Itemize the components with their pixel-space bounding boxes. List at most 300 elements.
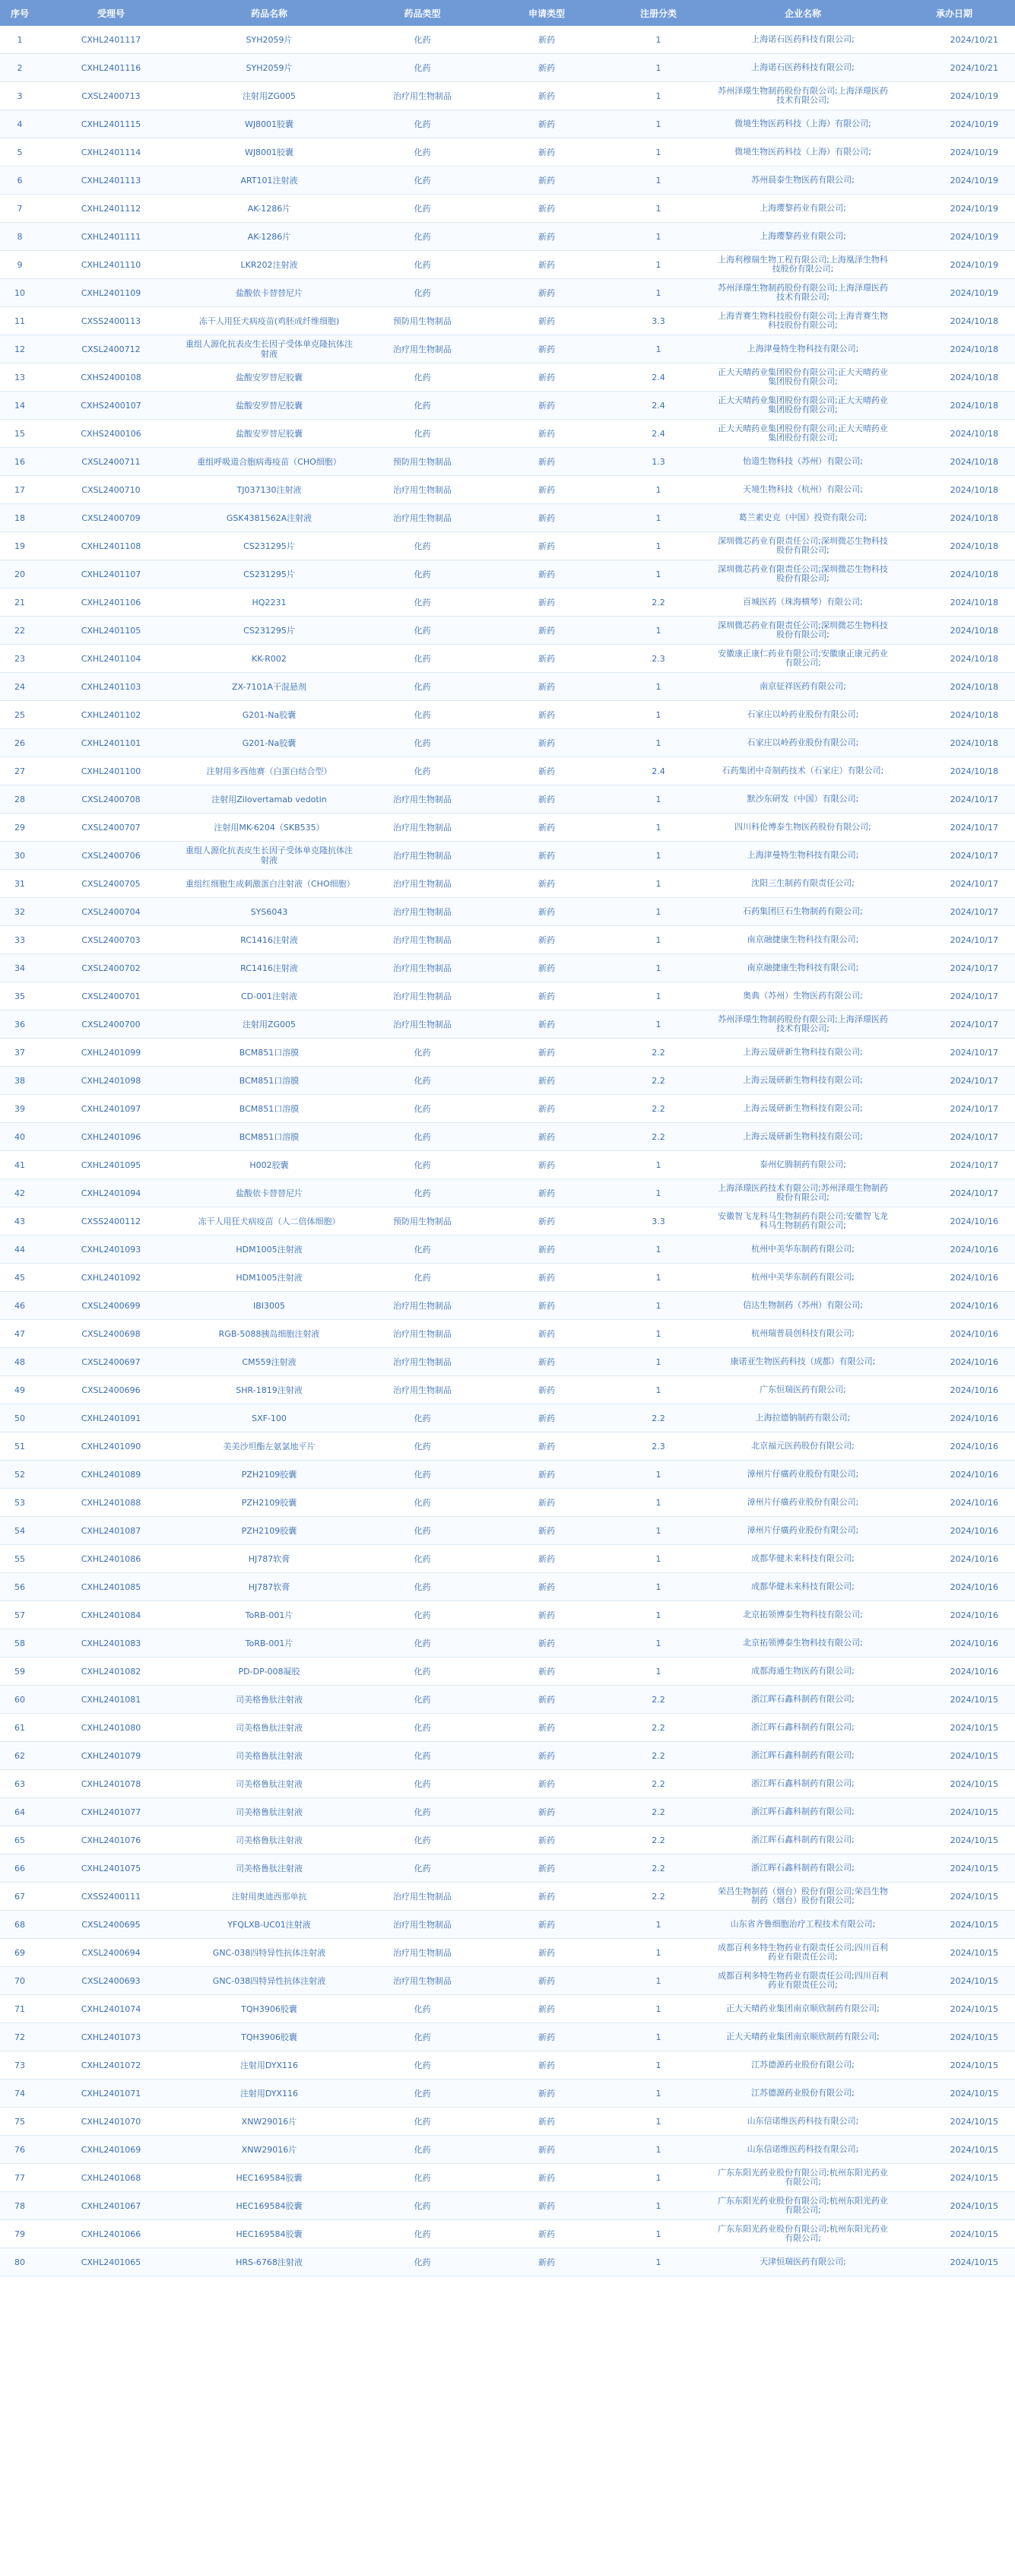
header-undertake-date[interactable]: 承办日期 xyxy=(893,0,1015,26)
table-row[interactable] xyxy=(0,532,1015,560)
table-row[interactable] xyxy=(0,1995,1015,2023)
table-row[interactable] xyxy=(0,1010,1015,1039)
table-row[interactable] xyxy=(0,1432,1015,1461)
table-row[interactable] xyxy=(0,2108,1015,2136)
table-row[interactable] xyxy=(0,1601,1015,1629)
table-row[interactable] xyxy=(0,673,1015,701)
cell-drug-name[interactable]: 注射用DYX116 xyxy=(182,2051,356,2080)
header-drug-name[interactable]: 药品名称 xyxy=(182,0,356,26)
cell-acceptance-number[interactable]: CXHL2401072 xyxy=(40,2051,182,2080)
cell-company-name[interactable]: 苏州泽璟生物制药股份有限公司;上海泽璟医药技术有限公司; xyxy=(712,1010,893,1039)
cell-acceptance-number[interactable]: CXSL2400703 xyxy=(40,926,182,954)
cell-drug-name[interactable]: PZH2109胶囊 xyxy=(182,1461,356,1489)
cell-company-name[interactable]: 南京融捷康生物科技有限公司; xyxy=(712,926,893,954)
cell-drug-name[interactable]: 注射用ZG005 xyxy=(182,1010,356,1039)
cell-acceptance-number[interactable]: CXHL2401088 xyxy=(40,1489,182,1517)
cell-company-name[interactable]: 成都华健未来科技有限公司; xyxy=(712,1573,893,1601)
cell-acceptance-number[interactable]: CXHL2401104 xyxy=(40,645,182,673)
cell-company-name[interactable]: 浙江晖石鑫科制药有限公司; xyxy=(712,1742,893,1770)
table-row[interactable] xyxy=(0,82,1015,110)
cell-company-name[interactable]: 正大天晴药业集团南京顺欣制药有限公司; xyxy=(712,2023,893,2051)
table-row[interactable] xyxy=(0,1489,1015,1517)
cell-acceptance-number[interactable]: CXSL2400710 xyxy=(40,476,182,504)
table-row[interactable] xyxy=(0,1207,1015,1236)
cell-company-name[interactable]: 四川科伦博泰生物医药股份有限公司; xyxy=(712,814,893,842)
cell-acceptance-number[interactable]: CXHS2400107 xyxy=(40,392,182,420)
cell-company-name[interactable]: 南京征祥医药有限公司; xyxy=(712,673,893,701)
cell-drug-name[interactable]: 司美格鲁肽注射液 xyxy=(182,1798,356,1826)
table-row[interactable] xyxy=(0,982,1015,1010)
cell-drug-name[interactable]: HQ2231 xyxy=(182,588,356,617)
cell-company-name[interactable]: 成都海通生物医药有限公司; xyxy=(712,1658,893,1686)
cell-drug-name[interactable]: GNC-038四特异性抗体注射液 xyxy=(182,1939,356,1967)
cell-drug-name[interactable]: HEC169584胶囊 xyxy=(182,2164,356,2192)
cell-drug-name[interactable]: 盐酸安罗替尼胶囊 xyxy=(182,363,356,392)
cell-acceptance-number[interactable]: CXSL2400696 xyxy=(40,1376,182,1404)
cell-drug-name[interactable]: 司美格鲁肽注射液 xyxy=(182,1742,356,1770)
cell-drug-name[interactable]: BCM851口溶膜 xyxy=(182,1067,356,1095)
cell-company-name[interactable]: 微境生物医药科技（上海）有限公司; xyxy=(712,110,893,138)
cell-drug-name[interactable]: 注射用Zilovertamab vedotin xyxy=(182,785,356,814)
table-row[interactable] xyxy=(0,617,1015,645)
cell-drug-name[interactable]: BCM851口溶膜 xyxy=(182,1123,356,1151)
cell-drug-name[interactable]: SYH2059片 xyxy=(182,54,356,82)
cell-company-name[interactable]: 怡道生物科技（苏州）有限公司; xyxy=(712,448,893,476)
cell-company-name[interactable]: 泰州亿腾制药有限公司; xyxy=(712,1151,893,1179)
table-row[interactable] xyxy=(0,363,1015,392)
cell-company-name[interactable]: 浙江晖石鑫科制药有限公司; xyxy=(712,1798,893,1826)
cell-acceptance-number[interactable]: CXHL2401092 xyxy=(40,1264,182,1292)
cell-acceptance-number[interactable]: CXSL2400693 xyxy=(40,1967,182,1995)
table-row[interactable] xyxy=(0,2136,1015,2164)
table-row[interactable] xyxy=(0,757,1015,785)
cell-acceptance-number[interactable]: CXSL2400709 xyxy=(40,504,182,532)
cell-company-name[interactable]: 漳州片仔癀药业股份有限公司; xyxy=(712,1489,893,1517)
cell-acceptance-number[interactable]: CXHL2401099 xyxy=(40,1039,182,1067)
cell-acceptance-number[interactable]: CXHL2401074 xyxy=(40,1995,182,2023)
cell-drug-name[interactable]: RC1416注射液 xyxy=(182,954,356,982)
cell-drug-name[interactable]: TQH3906胶囊 xyxy=(182,1995,356,2023)
cell-acceptance-number[interactable]: CXSS2400113 xyxy=(40,307,182,335)
cell-drug-name[interactable]: 注射用DYX116 xyxy=(182,2080,356,2108)
cell-company-name[interactable]: 信达生物制药（苏州）有限公司; xyxy=(712,1292,893,1320)
cell-acceptance-number[interactable]: CXSL2400712 xyxy=(40,335,182,363)
table-row[interactable] xyxy=(0,1573,1015,1601)
cell-company-name[interactable]: 康诺亚生物医药科技（成都）有限公司; xyxy=(712,1348,893,1376)
cell-company-name[interactable]: 成都百利多特生物药业有限责任公司;四川百利药业有限责任公司; xyxy=(712,1967,893,1995)
table-row[interactable] xyxy=(0,2220,1015,2248)
cell-drug-name[interactable]: HJ787软膏 xyxy=(182,1573,356,1601)
cell-acceptance-number[interactable]: CXHL2401103 xyxy=(40,673,182,701)
table-row[interactable] xyxy=(0,138,1015,167)
cell-drug-name[interactable]: 盐酸安罗替尼胶囊 xyxy=(182,392,356,420)
table-row[interactable] xyxy=(0,645,1015,673)
table-row[interactable] xyxy=(0,476,1015,504)
table-row[interactable] xyxy=(0,1770,1015,1798)
cell-acceptance-number[interactable]: CXHL2401085 xyxy=(40,1573,182,1601)
cell-acceptance-number[interactable]: CXSL2400701 xyxy=(40,982,182,1010)
cell-company-name[interactable]: 北京拓领博泰生物科技有限公司; xyxy=(712,1629,893,1658)
cell-acceptance-number[interactable]: CXHL2401114 xyxy=(40,138,182,167)
cell-company-name[interactable]: 上海云晟研新生物科技有限公司; xyxy=(712,1095,893,1123)
cell-drug-name[interactable]: KK-R002 xyxy=(182,645,356,673)
table-row[interactable] xyxy=(0,2164,1015,2192)
table-row[interactable] xyxy=(0,307,1015,335)
table-row[interactable] xyxy=(0,54,1015,82)
table-row[interactable] xyxy=(0,1911,1015,1939)
table-row[interactable] xyxy=(0,560,1015,588)
cell-acceptance-number[interactable]: CXHS2400106 xyxy=(40,420,182,448)
cell-company-name[interactable]: 上海拉德钠制药有限公司; xyxy=(712,1404,893,1432)
cell-company-name[interactable]: 天境生物科技（杭州）有限公司; xyxy=(712,476,893,504)
cell-acceptance-number[interactable]: CXHL2401112 xyxy=(40,195,182,223)
cell-acceptance-number[interactable]: CXSL2400695 xyxy=(40,1911,182,1939)
cell-company-name[interactable]: 广东恒瑞医药有限公司; xyxy=(712,1376,893,1404)
cell-acceptance-number[interactable]: CXHL2401108 xyxy=(40,532,182,560)
cell-drug-name[interactable]: 注射用奥迪西那单抗 xyxy=(182,1883,356,1911)
cell-company-name[interactable]: 上海云晟研新生物科技有限公司; xyxy=(712,1039,893,1067)
table-row[interactable] xyxy=(0,1742,1015,1770)
cell-acceptance-number[interactable]: CXHL2401087 xyxy=(40,1517,182,1545)
table-row[interactable] xyxy=(0,1967,1015,1995)
table-row[interactable] xyxy=(0,729,1015,757)
table-row[interactable] xyxy=(0,392,1015,420)
cell-drug-name[interactable]: 重组红细胞生成刺激蛋白注射液（CHO细胞） xyxy=(182,870,356,898)
cell-company-name[interactable]: 上海璎黎药业有限公司; xyxy=(712,223,893,251)
cell-drug-name[interactable]: 司美格鲁肽注射液 xyxy=(182,1854,356,1883)
cell-company-name[interactable]: 山东省齐鲁细胞治疗工程技术有限公司; xyxy=(712,1911,893,1939)
cell-company-name[interactable]: 石药集团巨石生物制药有限公司; xyxy=(712,898,893,926)
cell-acceptance-number[interactable]: CXHL2401091 xyxy=(40,1404,182,1432)
cell-drug-name[interactable]: HJ787软膏 xyxy=(182,1545,356,1573)
cell-drug-name[interactable]: CS231295片 xyxy=(182,560,356,588)
cell-acceptance-number[interactable]: CXHL2401117 xyxy=(40,26,182,54)
cell-drug-name[interactable]: BCM851口溶膜 xyxy=(182,1039,356,1067)
table-row[interactable] xyxy=(0,1151,1015,1179)
cell-acceptance-number[interactable]: CXSL2400706 xyxy=(40,842,182,870)
cell-acceptance-number[interactable]: CXHL2401075 xyxy=(40,1854,182,1883)
cell-company-name[interactable]: 上海诺石医药科技有限公司; xyxy=(712,26,893,54)
table-row[interactable] xyxy=(0,1067,1015,1095)
header-acceptance-number[interactable]: 受理号 xyxy=(40,0,182,26)
cell-acceptance-number[interactable]: CXSL2400704 xyxy=(40,898,182,926)
cell-acceptance-number[interactable]: CXHL2401068 xyxy=(40,2164,182,2192)
cell-acceptance-number[interactable]: CXHL2401066 xyxy=(40,2220,182,2248)
cell-acceptance-number[interactable]: CXHL2401084 xyxy=(40,1601,182,1629)
cell-acceptance-number[interactable]: CXHL2401083 xyxy=(40,1629,182,1658)
cell-company-name[interactable]: 上海青赛生物科技股份有限公司;上海青赛生物科技股份有限公司; xyxy=(712,307,893,335)
cell-acceptance-number[interactable]: CXHL2401105 xyxy=(40,617,182,645)
cell-drug-name[interactable]: 司美格鲁肽注射液 xyxy=(182,1714,356,1742)
cell-drug-name[interactable]: TJ037130注射液 xyxy=(182,476,356,504)
cell-company-name[interactable]: 杭州中美华东制药有限公司; xyxy=(712,1236,893,1264)
cell-company-name[interactable]: 安徽智飞龙科马生物制药有限公司;安徽智飞龙科马生物制药有限公司; xyxy=(712,1207,893,1236)
table-row[interactable] xyxy=(0,2192,1015,2220)
cell-drug-name[interactable]: AK-1286片 xyxy=(182,223,356,251)
table-row[interactable] xyxy=(0,1545,1015,1573)
cell-company-name[interactable]: 浙江晖石鑫科制药有限公司; xyxy=(712,1686,893,1714)
table-row[interactable] xyxy=(0,870,1015,898)
cell-company-name[interactable]: 深圳微芯药业有限责任公司;深圳微芯生物科技股份有限公司; xyxy=(712,560,893,588)
cell-company-name[interactable]: 浙江晖石鑫科制药有限公司; xyxy=(712,1714,893,1742)
table-row[interactable] xyxy=(0,1658,1015,1686)
cell-acceptance-number[interactable]: CXHL2401093 xyxy=(40,1236,182,1264)
cell-acceptance-number[interactable]: CXHL2401086 xyxy=(40,1545,182,1573)
cell-company-name[interactable]: 深圳微芯药业有限责任公司;深圳微芯生物科技股份有限公司; xyxy=(712,617,893,645)
cell-acceptance-number[interactable]: CXHL2401095 xyxy=(40,1151,182,1179)
cell-acceptance-number[interactable]: CXSL2400699 xyxy=(40,1292,182,1320)
cell-drug-name[interactable]: SYS6043 xyxy=(182,898,356,926)
cell-acceptance-number[interactable]: CXHL2401115 xyxy=(40,110,182,138)
cell-company-name[interactable]: 广东东阳光药业股份有限公司;杭州东阳光药业有限公司; xyxy=(712,2164,893,2192)
cell-acceptance-number[interactable]: CXSL2400700 xyxy=(40,1010,182,1039)
cell-drug-name[interactable]: CS231295片 xyxy=(182,617,356,645)
table-row[interactable] xyxy=(0,785,1015,814)
cell-company-name[interactable]: 上海泽璟医药技术有限公司;苏州泽璟生物制药股份有限公司; xyxy=(712,1179,893,1207)
cell-company-name[interactable]: 上海津曼特生物科技有限公司; xyxy=(712,842,893,870)
cell-drug-name[interactable]: 重组呼吸道合胞病毒疫苗（CHO细胞） xyxy=(182,448,356,476)
cell-drug-name[interactable]: CD-001注射液 xyxy=(182,982,356,1010)
cell-drug-name[interactable]: 盐酸依卡替替尼片 xyxy=(182,279,356,307)
header-registration-class[interactable]: 注册分类 xyxy=(604,0,712,26)
cell-company-name[interactable]: 上海利穆瑞生物工程有限公司;上海凰泽生物科技股份有限公司; xyxy=(712,251,893,279)
cell-drug-name[interactable]: RC1416注射液 xyxy=(182,926,356,954)
cell-company-name[interactable]: 石家庄以岭药业股份有限公司; xyxy=(712,701,893,729)
cell-company-name[interactable]: 浙江晖石鑫科制药有限公司; xyxy=(712,1854,893,1883)
cell-drug-name[interactable]: 重组人源化抗表皮生长因子受体单克隆抗体注射液 xyxy=(182,842,356,870)
table-row[interactable] xyxy=(0,1292,1015,1320)
cell-drug-name[interactable]: LKR202注射液 xyxy=(182,251,356,279)
table-row[interactable] xyxy=(0,279,1015,307)
table-row[interactable] xyxy=(0,1883,1015,1911)
cell-acceptance-number[interactable]: CXHL2401079 xyxy=(40,1742,182,1770)
cell-acceptance-number[interactable]: CXHL2401065 xyxy=(40,2248,182,2276)
cell-drug-name[interactable]: 冻干人用狂犬病疫苗（人二倍体细胞） xyxy=(182,1207,356,1236)
cell-drug-name[interactable]: CS231295片 xyxy=(182,532,356,560)
table-row[interactable] xyxy=(0,701,1015,729)
cell-drug-name[interactable]: XNW29016片 xyxy=(182,2136,356,2164)
cell-acceptance-number[interactable]: CXHL2401101 xyxy=(40,729,182,757)
table-row[interactable] xyxy=(0,926,1015,954)
cell-acceptance-number[interactable]: CXSL2400698 xyxy=(40,1320,182,1348)
cell-acceptance-number[interactable]: CXHL2401111 xyxy=(40,223,182,251)
table-row[interactable] xyxy=(0,1348,1015,1376)
cell-company-name[interactable]: 石药集团中奇制药技术（石家庄）有限公司; xyxy=(712,757,893,785)
table-row[interactable] xyxy=(0,1461,1015,1489)
cell-drug-name[interactable]: HRS-6768注射液 xyxy=(182,2248,356,2276)
cell-acceptance-number[interactable]: CXSL2400694 xyxy=(40,1939,182,1967)
cell-company-name[interactable]: 江苏德源药业股份有限公司; xyxy=(712,2080,893,2108)
cell-acceptance-number[interactable]: CXSL2400705 xyxy=(40,870,182,898)
table-row[interactable] xyxy=(0,1236,1015,1264)
cell-acceptance-number[interactable]: CXHL2401070 xyxy=(40,2108,182,2136)
table-row[interactable] xyxy=(0,1629,1015,1658)
cell-company-name[interactable]: 杭州中美华东制药有限公司; xyxy=(712,1264,893,1292)
table-row[interactable] xyxy=(0,2051,1015,2080)
table-row[interactable] xyxy=(0,842,1015,870)
cell-drug-name[interactable]: 注射用多西他赛（白蛋白结合型） xyxy=(182,757,356,785)
cell-company-name[interactable]: 安徽康正康仁药业有限公司;安徽康正康元药业有限公司; xyxy=(712,645,893,673)
cell-company-name[interactable]: 石家庄以岭药业股份有限公司; xyxy=(712,729,893,757)
cell-company-name[interactable]: 北京福元医药股份有限公司; xyxy=(712,1432,893,1461)
cell-acceptance-number[interactable]: CXHL2401116 xyxy=(40,54,182,82)
cell-acceptance-number[interactable]: CXHL2401073 xyxy=(40,2023,182,2051)
table-row[interactable] xyxy=(0,448,1015,476)
cell-company-name[interactable]: 荣昌生物制药（烟台）股份有限公司;荣昌生物制药（烟台）股份有限公司; xyxy=(712,1883,893,1911)
cell-drug-name[interactable]: IBI3005 xyxy=(182,1292,356,1320)
header-drug-type[interactable]: 药品类型 xyxy=(356,0,489,26)
cell-company-name[interactable]: 葛兰素史克（中国）投资有限公司; xyxy=(712,504,893,532)
cell-acceptance-number[interactable]: CXHL2401090 xyxy=(40,1432,182,1461)
cell-acceptance-number[interactable]: CXSL2400711 xyxy=(40,448,182,476)
cell-acceptance-number[interactable]: CXHL2401078 xyxy=(40,1770,182,1798)
cell-company-name[interactable]: 浙江晖石鑫科制药有限公司; xyxy=(712,1826,893,1854)
cell-drug-name[interactable]: H002胶囊 xyxy=(182,1151,356,1179)
cell-drug-name[interactable]: AK-1286片 xyxy=(182,195,356,223)
cell-drug-name[interactable]: RGB-5088胰岛细胞注射液 xyxy=(182,1320,356,1348)
cell-drug-name[interactable]: 注射用ZG005 xyxy=(182,82,356,110)
table-row[interactable] xyxy=(0,1714,1015,1742)
cell-acceptance-number[interactable]: CXHL2401102 xyxy=(40,701,182,729)
cell-acceptance-number[interactable]: CXHL2401076 xyxy=(40,1826,182,1854)
cell-drug-name[interactable]: SXF-100 xyxy=(182,1404,356,1432)
table-row[interactable] xyxy=(0,335,1015,363)
cell-company-name[interactable]: 奥典（苏州）生物医药有限公司; xyxy=(712,982,893,1010)
cell-acceptance-number[interactable]: CXHL2401080 xyxy=(40,1714,182,1742)
table-row[interactable] xyxy=(0,110,1015,138)
table-row[interactable] xyxy=(0,167,1015,195)
table-row[interactable] xyxy=(0,420,1015,448)
table-row[interactable] xyxy=(0,1517,1015,1545)
cell-company-name[interactable]: 天津恒瑞医药有限公司; xyxy=(712,2248,893,2276)
table-row[interactable] xyxy=(0,814,1015,842)
cell-drug-name[interactable]: HDM1005注射液 xyxy=(182,1236,356,1264)
table-row[interactable] xyxy=(0,1095,1015,1123)
table-row[interactable] xyxy=(0,1798,1015,1826)
cell-company-name[interactable]: 百城医药（珠海横琴）有限公司; xyxy=(712,588,893,617)
header-application-type[interactable]: 申请类型 xyxy=(489,0,604,26)
cell-company-name[interactable]: 杭州瑞普晨创科技有限公司; xyxy=(712,1320,893,1348)
cell-drug-name[interactable]: PZH2109胶囊 xyxy=(182,1489,356,1517)
cell-acceptance-number[interactable]: CXSS2400111 xyxy=(40,1883,182,1911)
cell-drug-name[interactable]: PD-DP-008凝胶 xyxy=(182,1658,356,1686)
cell-company-name[interactable]: 北京拓领博泰生物科技有限公司; xyxy=(712,1601,893,1629)
cell-acceptance-number[interactable]: CXHL2401077 xyxy=(40,1798,182,1826)
cell-company-name[interactable]: 苏州晨泰生物医药有限公司; xyxy=(712,167,893,195)
table-row[interactable] xyxy=(0,504,1015,532)
cell-drug-name[interactable]: HEC169584胶囊 xyxy=(182,2192,356,2220)
cell-acceptance-number[interactable]: CXHL2401067 xyxy=(40,2192,182,2220)
table-row[interactable] xyxy=(0,26,1015,54)
cell-drug-name[interactable]: 冻干人用狂犬病疫苗(鸡胚成纤维细胞) xyxy=(182,307,356,335)
cell-company-name[interactable]: 广东东阳光药业股份有限公司;杭州东阳光药业有限公司; xyxy=(712,2220,893,2248)
table-row[interactable] xyxy=(0,223,1015,251)
cell-acceptance-number[interactable]: CXHL2401098 xyxy=(40,1067,182,1095)
cell-acceptance-number[interactable]: CXSS2400112 xyxy=(40,1207,182,1236)
cell-company-name[interactable]: 正大天晴药业集团南京顺欣制药有限公司; xyxy=(712,1995,893,2023)
cell-acceptance-number[interactable]: CXHL2401089 xyxy=(40,1461,182,1489)
cell-drug-name[interactable]: SHR-1819注射液 xyxy=(182,1376,356,1404)
table-row[interactable] xyxy=(0,1939,1015,1967)
cell-company-name[interactable]: 南京融捷康生物科技有限公司; xyxy=(712,954,893,982)
cell-drug-name[interactable]: XNW29016片 xyxy=(182,2108,356,2136)
cell-company-name[interactable]: 上海诺石医药科技有限公司; xyxy=(712,54,893,82)
cell-drug-name[interactable]: TQH3906胶囊 xyxy=(182,2023,356,2051)
cell-drug-name[interactable]: G201-Na胶囊 xyxy=(182,701,356,729)
cell-drug-name[interactable]: YFQLXB-UC01注射液 xyxy=(182,1911,356,1939)
cell-acceptance-number[interactable]: CXHL2401110 xyxy=(40,251,182,279)
cell-acceptance-number[interactable]: CXHL2401106 xyxy=(40,588,182,617)
cell-acceptance-number[interactable]: CXSL2400707 xyxy=(40,814,182,842)
cell-company-name[interactable]: 成都华健未来科技有限公司; xyxy=(712,1545,893,1573)
cell-drug-name[interactable]: 司美格鲁肽注射液 xyxy=(182,1826,356,1854)
table-row[interactable] xyxy=(0,1264,1015,1292)
cell-acceptance-number[interactable]: CXHL2401081 xyxy=(40,1686,182,1714)
cell-company-name[interactable]: 深圳微芯药业有限责任公司;深圳微芯生物科技股份有限公司; xyxy=(712,532,893,560)
table-row[interactable] xyxy=(0,2248,1015,2276)
table-row[interactable] xyxy=(0,1039,1015,1067)
cell-drug-name[interactable]: BCM851口溶膜 xyxy=(182,1095,356,1123)
cell-drug-name[interactable]: ToRB-001片 xyxy=(182,1629,356,1658)
cell-drug-name[interactable]: SYH2059片 xyxy=(182,26,356,54)
cell-drug-name[interactable]: HDM1005注射液 xyxy=(182,1264,356,1292)
cell-company-name[interactable]: 漳州片仔癀药业股份有限公司; xyxy=(712,1517,893,1545)
table-row[interactable] xyxy=(0,2080,1015,2108)
cell-drug-name[interactable]: 司美格鲁肽注射液 xyxy=(182,1686,356,1714)
cell-company-name[interactable]: 微境生物医药科技（上海）有限公司; xyxy=(712,138,893,167)
cell-acceptance-number[interactable]: CXHL2401069 xyxy=(40,2136,182,2164)
cell-drug-name[interactable]: 司美格鲁肽注射液 xyxy=(182,1770,356,1798)
cell-acceptance-number[interactable]: CXHL2401107 xyxy=(40,560,182,588)
cell-company-name[interactable]: 上海津曼特生物科技有限公司; xyxy=(712,335,893,363)
cell-company-name[interactable]: 正大天晴药业集团股份有限公司;正大天晴药业集团股份有限公司; xyxy=(712,420,893,448)
table-row[interactable] xyxy=(0,1376,1015,1404)
cell-acceptance-number[interactable]: CXHL2401096 xyxy=(40,1123,182,1151)
cell-drug-name[interactable]: GSK4381562A注射液 xyxy=(182,504,356,532)
table-row[interactable] xyxy=(0,1854,1015,1883)
cell-drug-name[interactable]: WJ8001胶囊 xyxy=(182,138,356,167)
cell-company-name[interactable]: 苏州泽璟生物制药股份有限公司;上海泽璟医药技术有限公司; xyxy=(712,82,893,110)
table-row[interactable] xyxy=(0,1686,1015,1714)
cell-drug-name[interactable]: ZX-7101A干混悬剂 xyxy=(182,673,356,701)
table-row[interactable] xyxy=(0,1320,1015,1348)
cell-company-name[interactable]: 山东信诺维医药科技有限公司; xyxy=(712,2108,893,2136)
cell-company-name[interactable]: 上海云晟研新生物科技有限公司; xyxy=(712,1067,893,1095)
cell-drug-name[interactable]: HEC169584胶囊 xyxy=(182,2220,356,2248)
header-index[interactable]: 序号 xyxy=(0,0,40,26)
table-row[interactable] xyxy=(0,195,1015,223)
cell-company-name[interactable]: 广东东阳光药业股份有限公司;杭州东阳光药业有限公司; xyxy=(712,2192,893,2220)
cell-drug-name[interactable]: GNC-038四特异性抗体注射液 xyxy=(182,1967,356,1995)
table-row[interactable] xyxy=(0,1123,1015,1151)
table-row[interactable] xyxy=(0,954,1015,982)
cell-acceptance-number[interactable]: CXHL2401094 xyxy=(40,1179,182,1207)
cell-company-name[interactable]: 沈阳三生制药有限责任公司; xyxy=(712,870,893,898)
table-row[interactable] xyxy=(0,588,1015,617)
cell-acceptance-number[interactable]: CXHL2401113 xyxy=(40,167,182,195)
cell-drug-name[interactable]: 美美沙坦酯左氨氯地平片 xyxy=(182,1432,356,1461)
cell-company-name[interactable]: 默沙东研发（中国）有限公司; xyxy=(712,785,893,814)
cell-company-name[interactable]: 山东信诺维医药科技有限公司; xyxy=(712,2136,893,2164)
table-row[interactable] xyxy=(0,1826,1015,1854)
cell-drug-name[interactable]: 盐酸安罗替尼胶囊 xyxy=(182,420,356,448)
cell-company-name[interactable]: 上海璎黎药业有限公司; xyxy=(712,195,893,223)
cell-company-name[interactable]: 上海云晟研新生物科技有限公司; xyxy=(712,1123,893,1151)
cell-acceptance-number[interactable]: CXHL2401097 xyxy=(40,1095,182,1123)
header-company-name[interactable]: 企业名称 xyxy=(712,0,893,26)
cell-acceptance-number[interactable]: CXSL2400702 xyxy=(40,954,182,982)
cell-drug-name[interactable]: ART101注射液 xyxy=(182,167,356,195)
